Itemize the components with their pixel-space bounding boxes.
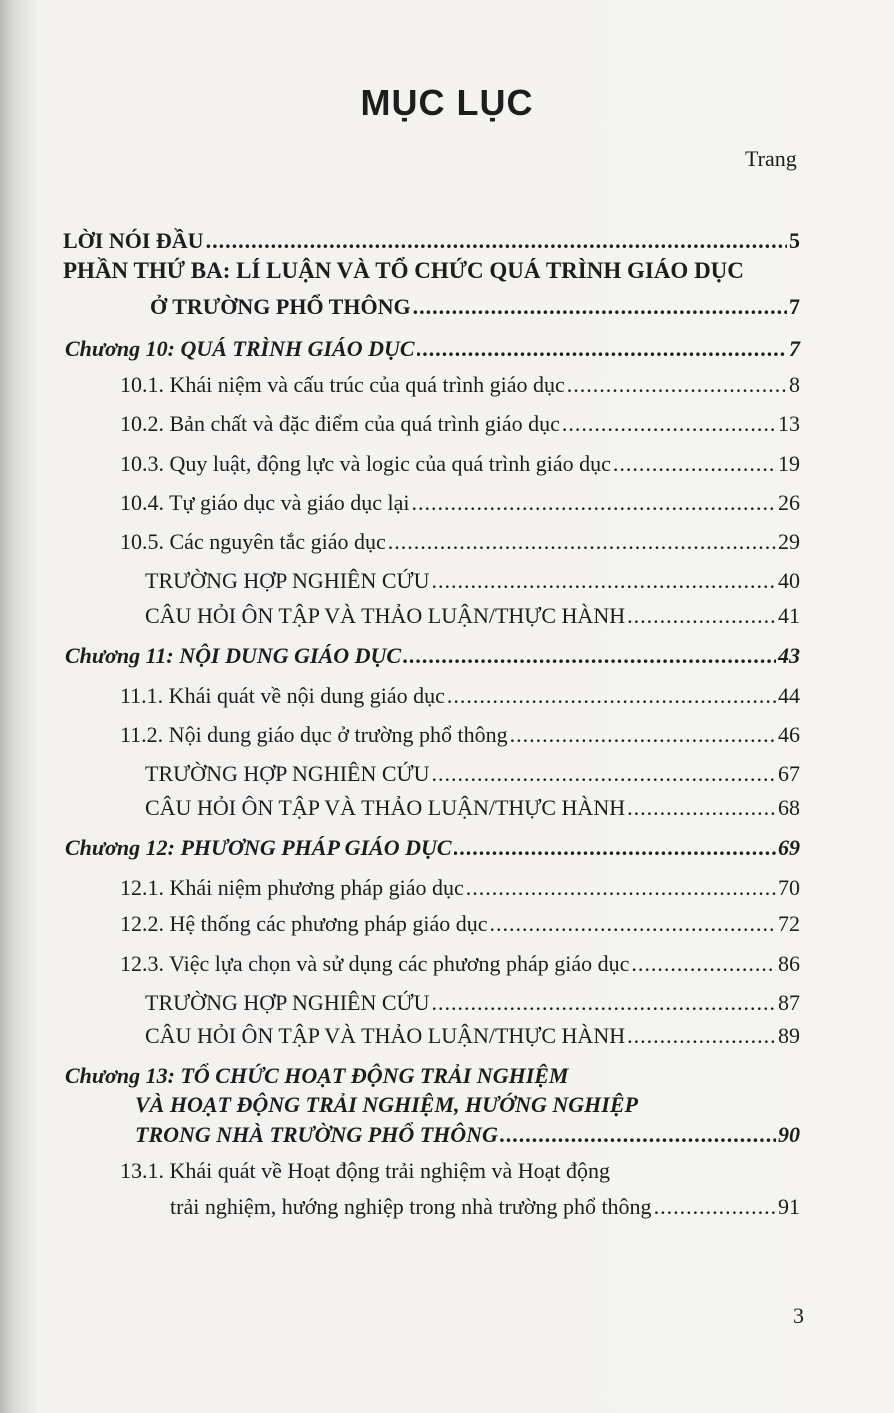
dot-leader	[432, 990, 777, 1016]
toc-item	[120, 875, 800, 901]
entry-page: 89	[778, 1023, 800, 1048]
dot-leader	[613, 451, 776, 477]
dot-leader	[510, 722, 776, 748]
entry-page: 68	[778, 795, 800, 820]
toc-item	[145, 795, 800, 821]
toc-item	[120, 683, 800, 709]
entry-page: 40	[778, 568, 800, 593]
dot-leader	[500, 1122, 776, 1148]
toc-chapter-13	[135, 1122, 800, 1148]
dot-leader	[466, 875, 776, 901]
entry-page: 41	[778, 603, 800, 628]
entry-text: LỜI NÓI ĐẦU	[63, 228, 204, 253]
dot-leader	[627, 603, 776, 629]
entry-text: Chương 11: NỘI DUNG GIÁO DỤC	[65, 643, 402, 668]
dot-leader	[432, 568, 777, 594]
toc-entry-part3	[150, 294, 800, 320]
entry-page: 69	[778, 835, 800, 860]
entry-text: Chương 10: QUÁ TRÌNH GIÁO DỤC	[65, 336, 415, 361]
toc-chapter-12	[65, 835, 800, 861]
entry-text: 12.1. Khái niệm phương pháp giáo dục	[120, 875, 464, 900]
dot-leader	[388, 529, 776, 555]
toc-entry-preface	[63, 228, 800, 254]
entry-text: 10.5. Các nguyên tắc giáo dục	[120, 529, 386, 554]
entry-page: 90	[778, 1122, 800, 1147]
entry-text: 12.3. Việc lựa chọn và sử dụng các phương pháp giáo dục	[120, 951, 630, 976]
toc-chapter-10	[65, 336, 800, 362]
entry-page: 46	[778, 722, 800, 747]
entry-page: 91	[778, 1194, 800, 1219]
entry-text: 12.2. Hệ thống các phương pháp giáo dục	[120, 911, 488, 936]
toc-item	[120, 490, 800, 516]
toc-item	[170, 1194, 800, 1220]
toc-chapter-11	[65, 643, 800, 669]
dot-leader	[627, 1023, 776, 1049]
entry-text: 11.2. Nội dung giáo dục ở trường phổ thông	[120, 722, 508, 747]
entry-page: 5	[789, 228, 800, 253]
entry-text: 10.3. Quy luật, động lực và logic của quá trình giáo dục	[120, 451, 611, 476]
dot-leader	[454, 835, 776, 861]
entry-page: 29	[778, 529, 800, 554]
entry-text: TRƯỜNG HỢP NGHIÊN CỨU	[145, 568, 430, 593]
page-number: 3	[793, 1303, 804, 1328]
entry-page: 7	[789, 336, 800, 361]
entry-page: 8	[789, 372, 800, 397]
entry-text: 11.1. Khái quát về nội dung giáo dục	[120, 683, 445, 708]
part-title-line1: PHẦN THỨ BA: LÍ LUẬN VÀ TỔ CHỨC QUÁ TRÌNH GIÁO DỤC	[63, 258, 744, 283]
entry-page: 13	[778, 411, 800, 436]
toc-item	[120, 722, 800, 748]
dot-leader	[562, 411, 776, 437]
entry-text: Chương 12: PHƯƠNG PHÁP GIÁO DỤC	[65, 835, 452, 860]
entry-text: CÂU HỎI ÔN TẬP VÀ THẢO LUẬN/THỰC HÀNH	[145, 603, 626, 628]
toc-item	[145, 603, 800, 629]
entry-page: 19	[778, 451, 800, 476]
toc-item	[120, 529, 800, 555]
entry-text: Ở TRƯỜNG PHỔ THÔNG	[150, 294, 411, 319]
entry-page: 44	[778, 683, 800, 708]
entry-page: 72	[778, 911, 800, 936]
chapter-13-line1: Chương 13: TỔ CHỨC HOẠT ĐỘNG TRẢI NGHIỆM	[65, 1063, 569, 1088]
toc-item	[120, 372, 800, 398]
toc-item	[120, 911, 800, 937]
toc-item	[145, 990, 800, 1016]
dot-leader	[631, 951, 776, 977]
dot-leader	[403, 643, 776, 669]
page-title: MỤC LỤC	[360, 82, 534, 123]
page-column-label: Trang	[745, 146, 797, 171]
entry-page: 43	[778, 643, 800, 668]
entry-page: 7	[789, 294, 800, 319]
toc-item	[145, 1023, 800, 1049]
dot-leader	[413, 294, 787, 320]
dot-leader	[627, 795, 776, 821]
toc-item	[145, 568, 800, 594]
dot-leader	[412, 490, 776, 516]
entry-text: 10.1. Khái niệm và cấu trúc của quá trình giáo dục	[120, 372, 565, 397]
dot-leader	[567, 372, 787, 398]
entry-text: TRƯỜNG HỢP NGHIÊN CỨU	[145, 761, 430, 786]
toc-item	[120, 411, 800, 437]
entry-text: TRƯỜNG HỢP NGHIÊN CỨU	[145, 990, 430, 1015]
toc-item	[120, 451, 800, 477]
dot-leader	[432, 761, 777, 787]
entry-page: 86	[778, 951, 800, 976]
dot-leader	[447, 683, 776, 709]
entry-text: TRONG NHÀ TRƯỜNG PHỔ THÔNG	[135, 1122, 498, 1147]
entry-text: CÂU HỎI ÔN TẬP VÀ THẢO LUẬN/THỰC HÀNH	[145, 795, 626, 820]
entry-page: 67	[778, 761, 800, 786]
entry-text: CÂU HỎI ÔN TẬP VÀ THẢO LUẬN/THỰC HÀNH	[145, 1023, 626, 1048]
toc-item	[145, 761, 800, 787]
chapter-13-line2: VÀ HOẠT ĐỘNG TRẢI NGHIỆM, HƯỚNG NGHIỆP	[135, 1092, 638, 1117]
toc-item-line1: 13.1. Khái quát về Hoạt động trải nghiệm và Hoạt động	[120, 1158, 611, 1183]
dot-leader	[654, 1194, 776, 1220]
entry-text: 10.4. Tự giáo dục và giáo dục lại	[120, 490, 410, 515]
entry-page: 26	[778, 490, 800, 515]
entry-page: 70	[778, 875, 800, 900]
entry-text: 10.2. Bản chất và đặc điểm của quá trình giáo dục	[120, 411, 560, 436]
toc-item	[120, 951, 800, 977]
entry-page: 87	[778, 990, 800, 1015]
dot-leader	[206, 228, 787, 254]
entry-text: trải nghiệm, hướng nghiệp trong nhà trường phổ thông	[170, 1194, 652, 1219]
dot-leader	[490, 911, 776, 937]
dot-leader	[417, 336, 787, 362]
